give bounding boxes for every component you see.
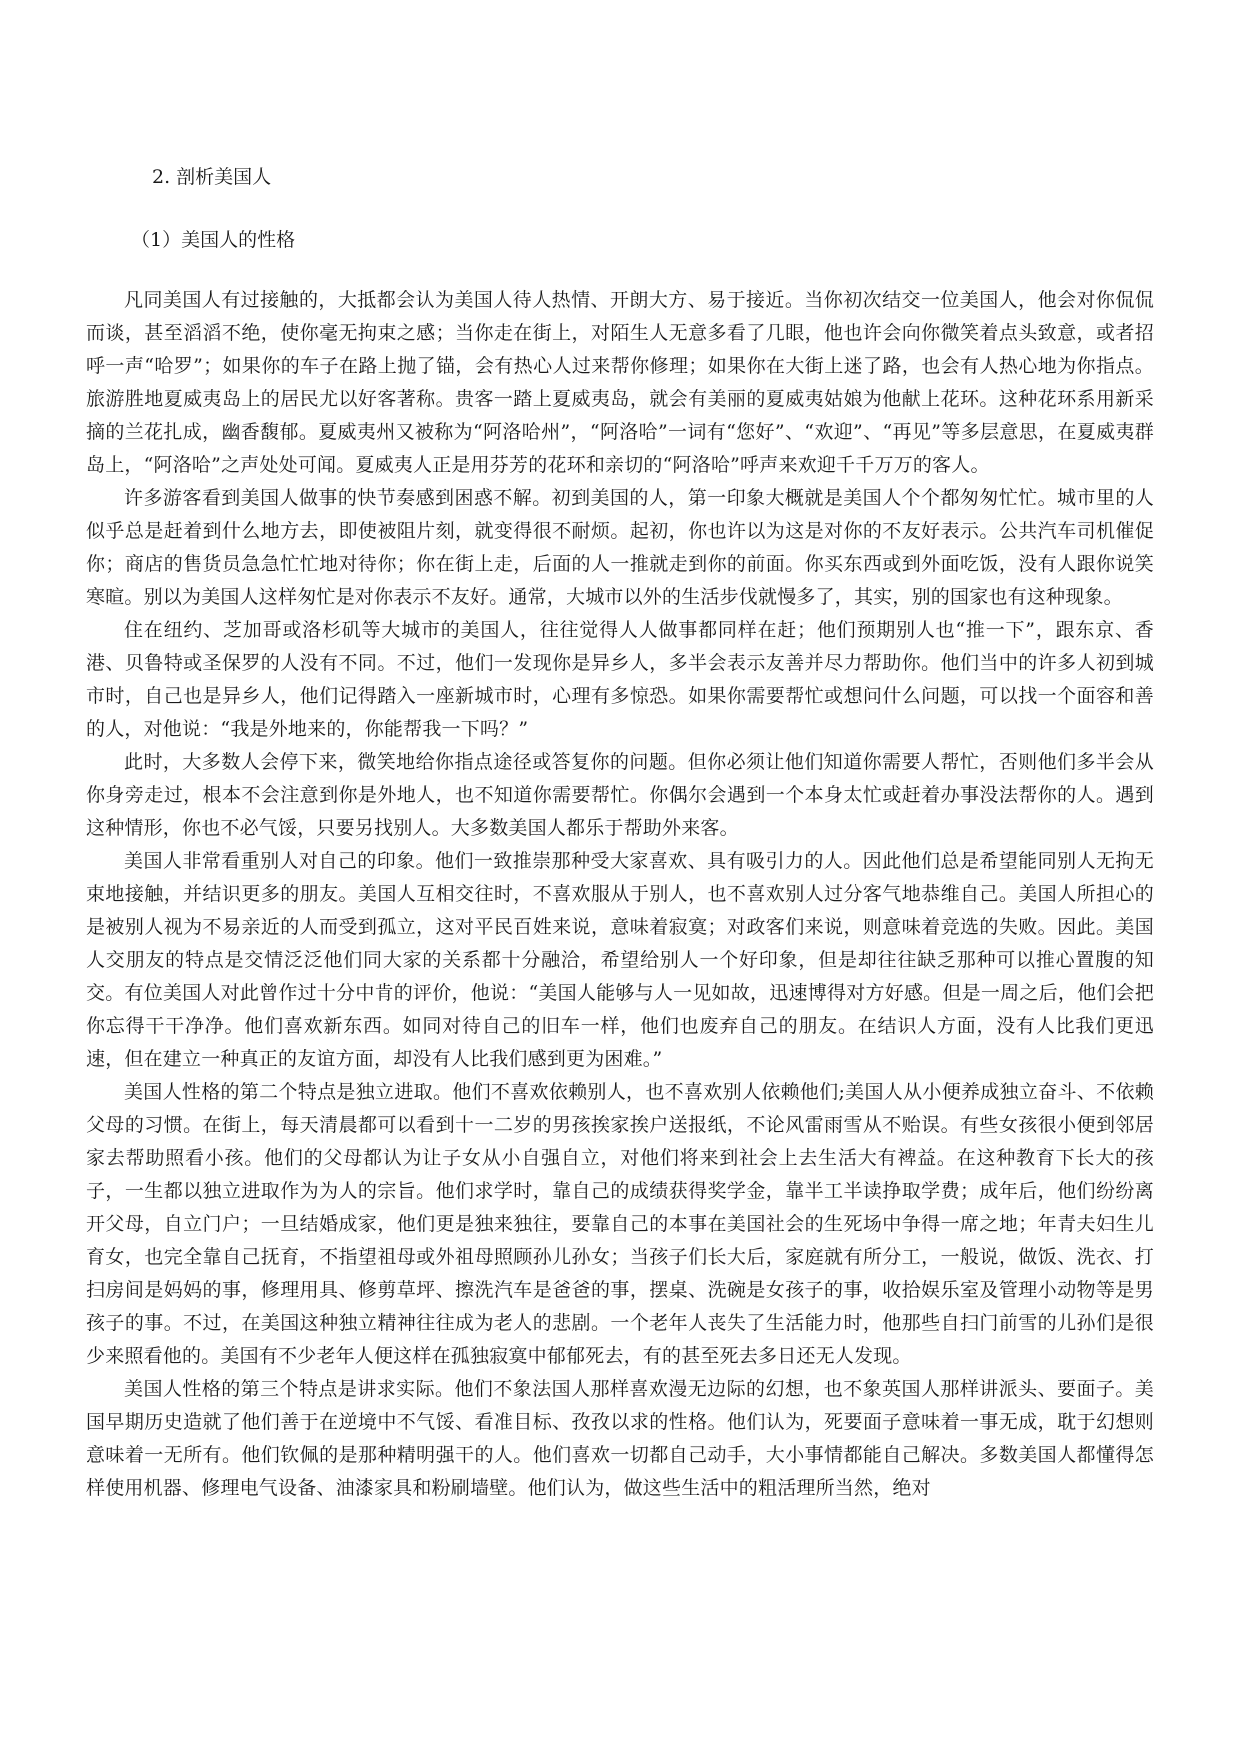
paragraph-5: 美国人非常看重别人对自己的印象。他们一致推崇那种受大家喜欢、具有吸引力的人。因此他们总是希望能同别人无拘无束地接触，并结识更多的朋友。美国人互相交往时，不喜欢服从于别人，也不喜欢别人过分客气地恭维自己。美国人所担心的是被别人视为不易亲近的人而受到孤立，这对平民百姓来说，意味着寂寞；对政客们来说，则意味着竞选的失败。因此。美国人交朋友的特点是交情泛泛他们同大家的关系都十分融洽，希望给别人一个好印象，但是却往往缺乏那种可以推心置腹的知交。有位美国人对此曾作过十分中肯的评价，他说：“美国人能够与人一见如故，迅速博得对方好感。但是一周之后，他们会把你忘得干干净净。他们喜欢新东西。如同对待自己的旧车一样，他们也废弃自己的朋友。在结识人方面，没有人比我们更迅速，但在建立一种真正的友谊方面，却没有人比我们感到更为困难。” <box>86 850 1154 1070</box>
section-heading: 2. 剖析美国人 <box>152 166 272 188</box>
paragraph-3: 住在纽约、芝加哥或洛杉矶等大城市的美国人，往往觉得人人做事都同样在赶；他们预期别人也“推一下”，跟东京、香港、贝鲁特或圣保罗的人没有不同。不过，他们一发现你是异乡人，多半会表示友善并尽力帮助你。他们当中的许多人初到城市时，自己也是异乡人，他们记得踏入一座新城市时，心理有多惊恐。如果你需要帮忙或想问什么问题，可以找一个面容和善的人，对他说：“我是外地来的，你能帮我一下吗？” <box>86 619 1154 740</box>
paragraph-2: 许多游客看到美国人做事的快节奏感到困惑不解。初到美国的人，第一印象大概就是美国人个个都匆匆忙忙。城市里的人似乎总是赶着到什么地方去，即使被阻片刻，就变得很不耐烦。起初，你也许以为这是对你的不友好表示。公共汽车司机催促你；商店的售货员急急忙忙地对待你；你在街上走，后面的人一推就走到你的前面。你买东西或到外面吃饭，没有人跟你说笑寒暄。别以为美国人这样匆忙是对你表示不友好。通常，大城市以外的生活步伐就慢多了，其实，别的国家也有这种现象。 <box>86 487 1154 608</box>
sub-heading: （1）美国人的性格 <box>131 229 296 251</box>
paragraph-6: 美国人性格的第二个特点是独立进取。他们不喜欢依赖别人，也不喜欢别人依赖他们;美国人从小便养成独立奋斗、不依赖父母的习惯。在街上，每天清晨都可以看到十一二岁的男孩挨家挨户送报纸，不论风雷雨雪从不贻误。有些女孩很小便到邻居家去帮助照看小孩。他们的父母都认为让子女从小自强自立，对他们将来到社会上去生活大有裨益。在这种教育下长大的孩子，一生都以独立进取作为为人的宗旨。他们求学时，靠自己的成绩获得奖学金，靠半工半读挣取学费；成年后，他们纷纷离开父母，自立门户；一旦结婚成家，他们更是独来独往，要靠自己的本事在美国社会的生死场中争得一席之地；年青夫妇生儿育女，也完全靠自己抚育，不指望祖母或外祖母照顾孙儿孙女；当孩子们长大后，家庭就有所分工，一般说，做饭、洗衣、打扫房间是妈妈的事，修理用具、修剪草坪、擦洗汽车是爸爸的事，摆桌、洗碗是女孩子的事，收拾娱乐室及管理小动物等是男孩子的事。不过，在美国这种独立精神往往成为老人的悲剧。一个老年人丧失了生活能力时，他那些自扫门前雪的儿孙们是很少来照看他的。美国有不少老年人便这样在孤独寂寞中郁郁死去，有的甚至死去多日还无人发现。 <box>86 1081 1154 1367</box>
body-text <box>86 284 1154 1505</box>
paragraph-7: 美国人性格的第三个特点是讲求实际。他们不象法国人那样喜欢漫无边际的幻想，也不象英国人那样讲派头、要面子。美国早期历史造就了他们善于在逆境中不气馁、看准目标、孜孜以求的性格。他们认为，死要面子意味着一事无成，耽于幻想则意味着一无所有。他们钦佩的是那种精明强干的人。他们喜欢一切都自己动手，大小事情都能自己解决。多数美国人都懂得怎样使用机器、修理电气设备、油漆家具和粉刷墙壁。他们认为，做这些生活中的粗活理所当然，绝对 <box>86 1378 1154 1499</box>
paragraph-1: 凡同美国人有过接触的，大抵都会认为美国人待人热情、开朗大方、易于接近。当你初次结交一位美国人，他会对你侃侃而谈，甚至滔滔不绝，使你毫无拘束之感；当你走在街上，对陌生人无意多看了几眼，他也许会向你微笑着点头致意，或者招呼一声“哈罗”；如果你的车子在路上抛了锚，会有热心人过来帮你修理；如果你在大街上迷了路，也会有人热心地为你指点。旅游胜地夏威夷岛上的居民尤以好客著称。贵客一踏上夏威夷岛，就会有美丽的夏威夷姑娘为他献上花环。这种花环系用新采摘的兰花扎成，幽香馥郁。夏威夷州又被称为“阿洛哈州”，“阿洛哈”一词有“您好”、“欢迎”、“再见”等多层意思，在夏威夷群岛上，“阿洛哈”之声处处可闻。夏威夷人正是用芬芳的花环和亲切的“阿洛哈”呼声来欢迎千千万万的客人。 <box>86 289 1154 476</box>
paragraph-4: 此时，大多数人会停下来，微笑地给你指点途径或答复你的问题。但你必须让他们知道你需要人帮忙，否则他们多半会从你身旁走过，根本不会注意到你是外地人，也不知道你需要帮忙。你偶尔会遇到一个本身太忙或赶着办事没法帮你的人。遇到这种情形，你也不必气馁，只要另找别人。大多数美国人都乐于帮助外来客。 <box>86 751 1154 839</box>
